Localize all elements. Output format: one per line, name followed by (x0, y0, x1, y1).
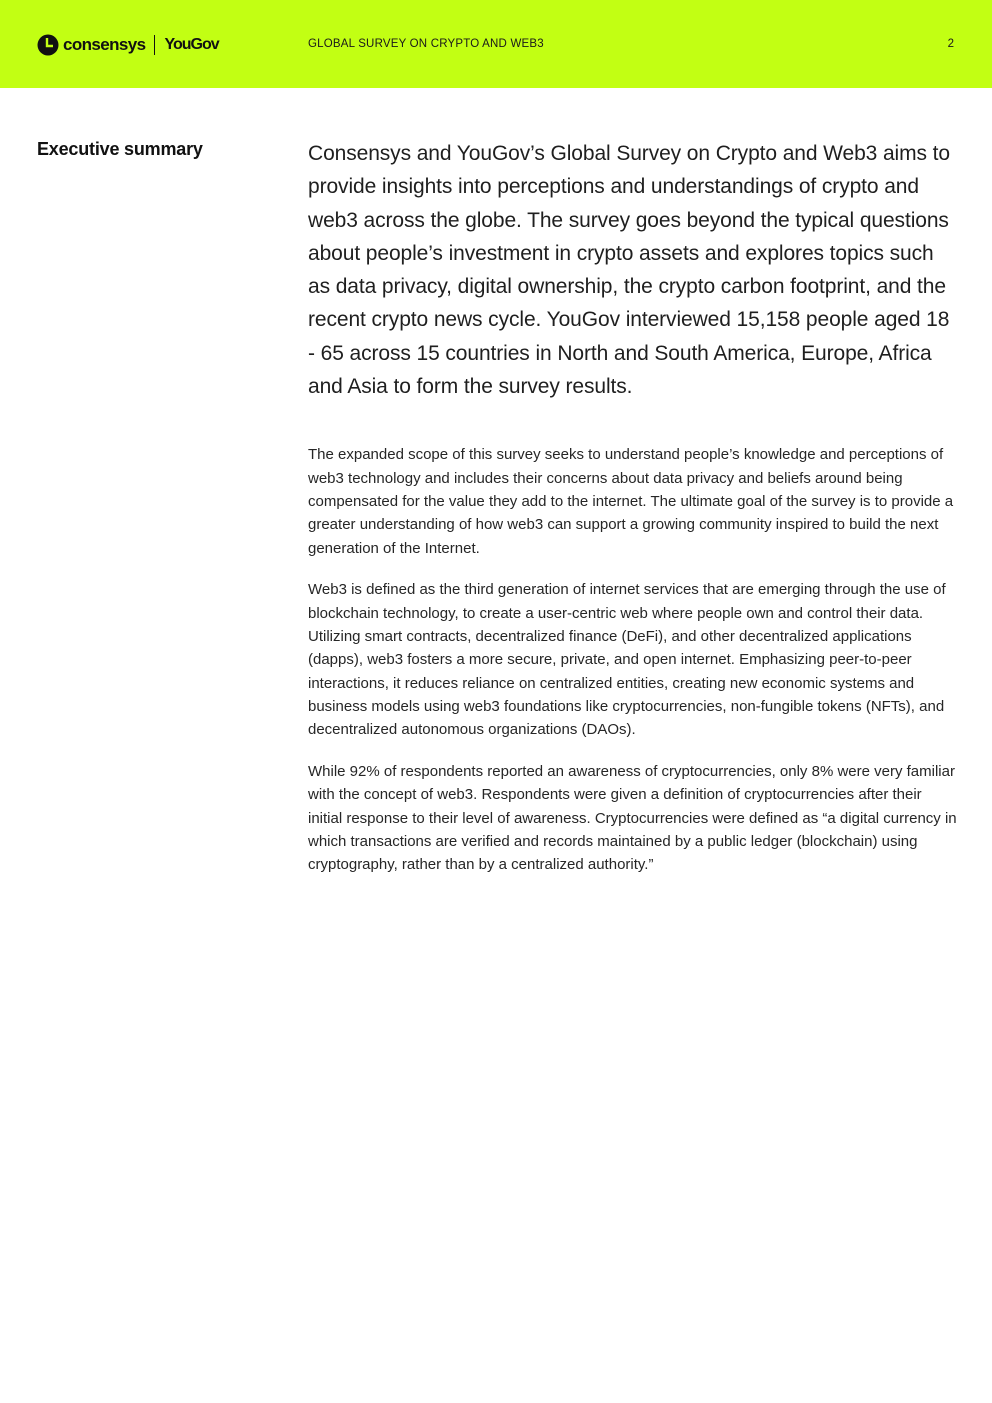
body-paragraph-awareness: While 92% of respondents reported an awareness of cryptocurrencies, only 8% were very familiar with the concept of web3. Respondents were given a definition of cryptocurrencies after their initial response to their level of awareness. Cryptocurrencies were defined as “a digital currency in which transactions are verified and records maintained by a public ledger (blockchain) using cryptography, rather than by a centralized authority.” (308, 762, 957, 874)
page-header (0, 0, 992, 88)
consensys-logo-wordmark: consensys (63, 35, 146, 54)
summary-content (308, 137, 960, 895)
document-title: GLOBAL SURVEY ON CRYPTO AND WEB3 (308, 38, 544, 50)
lead-paragraph: Consensys and YouGov’s Global Survey on Crypto and Web3 aims to provide insights into perceptions and understandings of crypto and web3 across the globe. The survey goes beyond the typical questions about people’s investment in crypto assets and explores topics such as data privacy, digital ownership, the crypto carbon footprint, and the recent crypto news cycle. YouGov interviewed 15,158 people aged 18 - 65 across 15 countries in North and South America, Europe, Africa and Asia to form the survey results. (308, 142, 950, 399)
section-heading: Executive summary (37, 139, 203, 159)
consensys-logo-icon (37, 34, 59, 56)
body-paragraph-web3-definition: Web3 is defined as the third generation of internet services that are emerging through the use of blockchain technology, to create a user-centric web where people own and control their data. Utilizing smart contracts, decentralized finance (DeFi), and other decentralized applications (dapps), web3 fosters a more secure, private, and open internet. Emphasizing peer-to-peer interactions, it reduces reliance on centralized entities, creating new economic systems and business models using web3 foundations like cryptocurrencies, non-fungible tokens (NFTs), and decentralized autonomous organizations (DAOs). (308, 581, 946, 739)
logo-divider (154, 35, 155, 55)
yougov-logo-wordmark: YouGov (164, 36, 219, 53)
logo-lockup (37, 33, 219, 57)
page-number: 2 (947, 38, 954, 50)
body-paragraph-scope: The expanded scope of this survey seeks to understand people’s knowledge and perceptions of web3 technology and includes their concerns about data privacy and beliefs around being compensated for the value they add to the internet. The ultimate goal of the survey is to provide a greater understanding of how web3 can support a growing community inspired to build the next generation of the Internet. (308, 446, 954, 557)
